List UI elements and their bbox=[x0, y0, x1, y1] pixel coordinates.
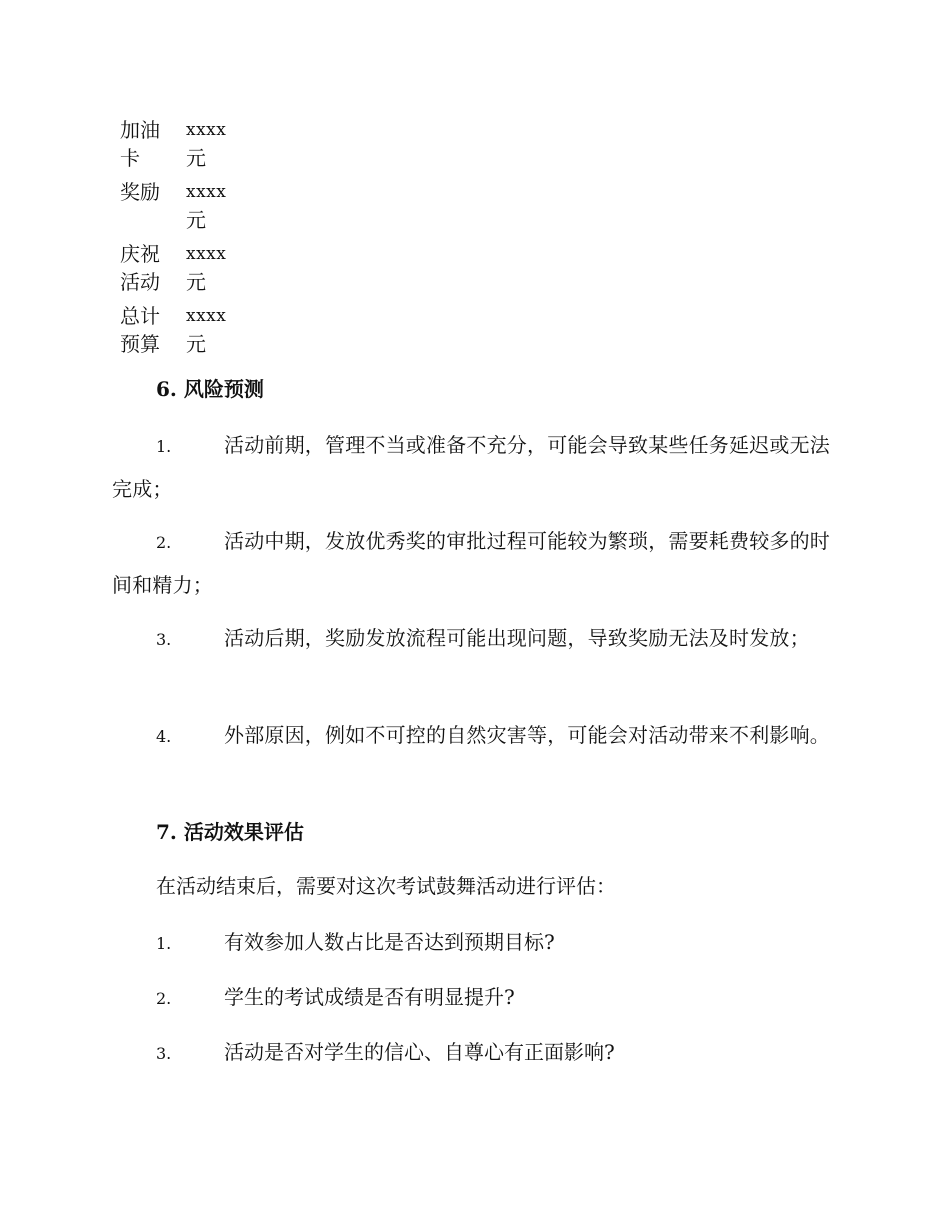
list-text: 学生的考试成绩是否有明显提升? bbox=[224, 985, 515, 1009]
budget-amount-cell bbox=[186, 178, 230, 240]
list-number: 3. bbox=[156, 630, 172, 649]
list-number: 4. bbox=[156, 727, 172, 746]
table-row bbox=[120, 240, 230, 302]
budget-unit: 元 bbox=[186, 146, 206, 170]
budget-unit: 元 bbox=[186, 332, 206, 356]
table-row bbox=[120, 116, 230, 178]
budget-amount: xxxx bbox=[186, 306, 227, 326]
budget-amount: xxxx bbox=[186, 182, 227, 202]
list-text: 有效参加人数占比是否达到预期目标? bbox=[224, 930, 555, 954]
budget-amount: xxxx bbox=[186, 244, 227, 264]
budget-unit: 元 bbox=[186, 270, 206, 294]
budget-amount: xxxx bbox=[186, 120, 227, 140]
list-text: 活动前期，管理不当或准备不充分，可能会导致某些任务延迟或无法完成； bbox=[112, 433, 830, 501]
list-item bbox=[112, 617, 836, 661]
budget-unit: 元 bbox=[186, 208, 206, 232]
list-item bbox=[112, 520, 836, 606]
list-number: 1. bbox=[156, 934, 172, 953]
budget-amount-cell bbox=[186, 116, 230, 178]
list-item bbox=[112, 928, 555, 958]
list-text: 活动中期，发放优秀奖的审批过程可能较为繁琐，需要耗费较多的时间和精力； bbox=[112, 529, 830, 597]
list-number: 3. bbox=[156, 1044, 172, 1063]
list-item bbox=[112, 714, 836, 758]
list-text: 外部原因，例如不可控的自然灾害等，可能会对活动带来不利影响。 bbox=[224, 723, 830, 747]
budget-item: 总计预算 bbox=[120, 304, 160, 356]
list-number: 1. bbox=[156, 437, 172, 456]
budget-item: 庆祝活动 bbox=[120, 242, 160, 294]
table-row bbox=[120, 178, 230, 240]
budget-item: 奖励 bbox=[120, 180, 160, 204]
evaluation-intro: 在活动结束后，需要对这次考试鼓舞活动进行评估： bbox=[156, 874, 616, 898]
budget-table bbox=[120, 116, 230, 364]
list-item bbox=[112, 424, 836, 510]
budget-amount-cell bbox=[186, 240, 230, 302]
evaluation-heading: 7. 活动效果评估 bbox=[156, 820, 304, 844]
risk-heading: 6. 风险预测 bbox=[156, 377, 264, 401]
list-text: 活动后期，奖励发放流程可能出现问题，导致奖励无法及时发放； bbox=[224, 626, 810, 650]
list-item bbox=[112, 983, 515, 1013]
list-number: 2. bbox=[156, 989, 172, 1008]
list-text: 活动是否对学生的信心、自尊心有正面影响? bbox=[224, 1040, 615, 1064]
budget-amount-cell bbox=[186, 302, 230, 364]
list-number: 2. bbox=[156, 533, 172, 552]
list-item bbox=[112, 1038, 615, 1068]
budget-item: 加油卡 bbox=[120, 118, 160, 170]
table-row bbox=[120, 302, 230, 364]
